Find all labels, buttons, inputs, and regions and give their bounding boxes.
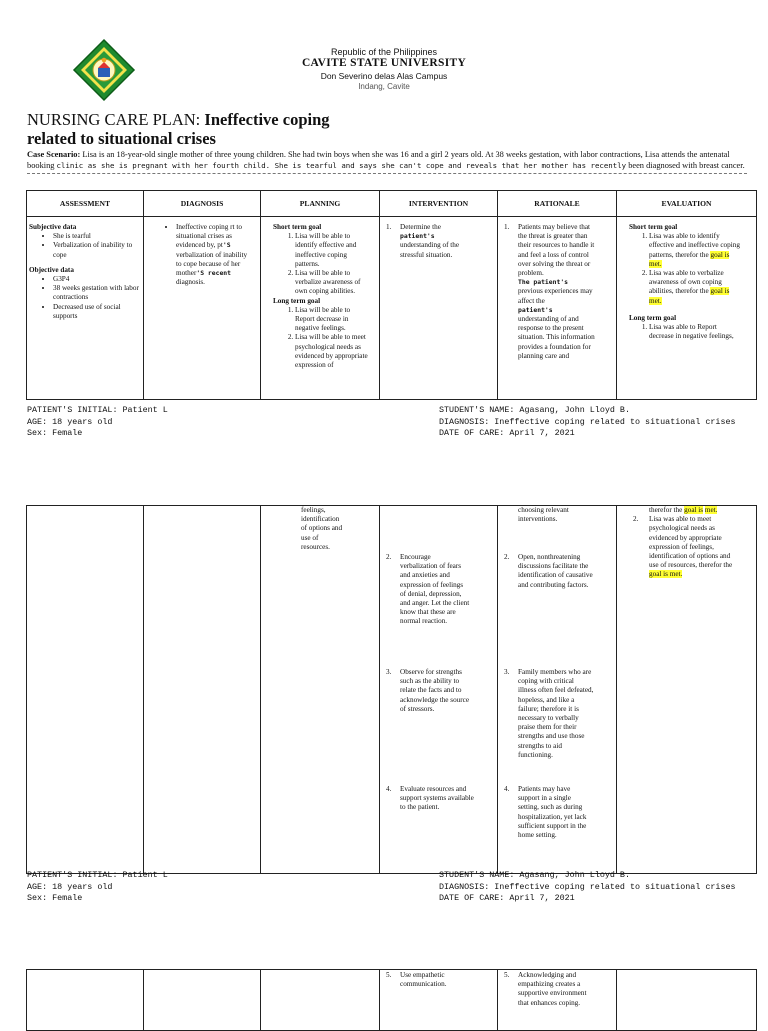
- goal-met-highlight: goal is: [710, 287, 730, 296]
- case-scenario-text: Lisa is an 18-year-old single mother of three young children. She had twin boys when she was 16 and a girl 2 years old. At 38 weeks gestation, with labor contractions, Lisa attends the antenatal booking: [27, 150, 730, 170]
- goal-met-highlight: met.: [649, 259, 662, 268]
- diagnosis-handwritten: 'S: [222, 241, 231, 250]
- item-number: 5.: [386, 971, 392, 979]
- rationale-text: Acknowledging and empathizing creates a supportive environment that enhances coping.: [518, 971, 587, 1007]
- title-prefix: NURSING CARE PLAN:: [27, 110, 201, 129]
- evaluation-cell: [617, 970, 757, 1031]
- patient-info-block: [27, 405, 168, 440]
- planning-continued: feelings, identification of options and use of resources.: [301, 506, 343, 551]
- planning-cell: [261, 970, 380, 1031]
- col-rationale: RATIONALE: [498, 191, 617, 217]
- item-number: 4.: [386, 785, 392, 793]
- rationale-cell: [498, 970, 617, 1031]
- rationale-text: Patients may have support in a single setting, such as during hospitalization, yet lack sufficient support in the home setting.: [518, 785, 587, 840]
- patient-age: AGE: 18 years old: [27, 416, 113, 427]
- col-intervention: INTERVENTION: [380, 191, 498, 217]
- list-item: 1. Lisa will be able to identify effective and ineffective coping patterns.: [295, 232, 371, 269]
- patient-initial: PATIENT'S INITIAL: Patient L: [27, 870, 168, 880]
- item-number: 2.: [386, 553, 392, 561]
- evaluation-cell: [617, 217, 757, 400]
- header-campus: Don Severino delas Alas Campus: [320, 71, 448, 81]
- planning-cell: [261, 217, 380, 400]
- intervention-cell: [380, 506, 498, 874]
- document-title: [27, 110, 330, 148]
- list-item: • Verbalization of inability to cope: [53, 241, 139, 259]
- case-scenario-label: Case Scenario:: [27, 150, 81, 159]
- subjective-label: Subjective data: [29, 223, 77, 231]
- title-topic-line2: related to situational crises: [27, 129, 216, 148]
- intervention-item: [386, 223, 475, 260]
- evaluation-text: therefor the: [649, 506, 683, 514]
- planning-cell: [261, 506, 380, 874]
- diagnosis-text: verbalization of inability to cope because of her mother: [176, 250, 248, 278]
- evaluation-item: [649, 232, 740, 269]
- goal-met-highlight: goal is met.: [649, 570, 683, 579]
- evaluation-text: Lisa was able to identify effective and ineffective coping patterns, therefor the: [649, 232, 740, 259]
- item-number: 2.: [633, 515, 639, 524]
- long-term-goal-label: Long term goal: [273, 296, 321, 305]
- item-number: 3.: [386, 668, 392, 676]
- rationale-item: [504, 223, 598, 361]
- rationale-cell: [498, 217, 617, 400]
- title-topic: Ineffective coping: [200, 110, 330, 129]
- rationale-continued: choosing relevant interventions.: [518, 506, 569, 524]
- intervention-text: Use empathetic communication.: [400, 971, 447, 989]
- list-item: • 38 weeks gestation with labor contractions: [53, 284, 139, 302]
- care-plan-table-page1: [26, 190, 757, 400]
- item-number: 4.: [504, 785, 510, 793]
- patient-sex: Sex: Female: [27, 893, 83, 903]
- evaluation-item: 1. Lisa was able to Report decrease in negative feelings,: [649, 323, 740, 341]
- diagnosis-cell: [144, 506, 261, 874]
- goal-met-highlight: goal is: [710, 250, 730, 259]
- intervention-text: Evaluate resources and support systems available to the patient.: [400, 785, 474, 812]
- rationale-text: previous experiences may affect the: [518, 287, 593, 305]
- student-name: STUDENT'S NAME: Agasang, John Lloyd B.: [439, 405, 630, 415]
- list-item: 2. Lisa will be able to meet psychological needs as evidenced by appropriate expression of: [295, 333, 371, 370]
- rationale-cell: [498, 506, 617, 874]
- item-number: 5.: [504, 971, 510, 979]
- list-item: • Decreased use of social supports: [53, 303, 139, 321]
- list-item: 1. Lisa will be able to Report decrease in negative feelings.: [295, 306, 371, 334]
- evaluation-continued: [629, 506, 740, 515]
- item-number: 2.: [504, 553, 510, 561]
- item-number: 1.: [386, 223, 392, 231]
- evaluation-item: [629, 515, 740, 579]
- rationale-text: Patients may believe that the threat is greater than their resources to handle it and feel a loss of control over solving the threat or problem.: [518, 223, 595, 278]
- assessment-cell: [27, 217, 144, 400]
- rationale-text: Open, nonthreatening discussions facilitate the identification of causative and contributing factors.: [518, 553, 593, 589]
- intervention-handwritten: patient's: [400, 232, 435, 241]
- goal-met-highlight: met.: [649, 296, 662, 305]
- col-planning: PLANNING: [261, 191, 380, 217]
- assessment-cell: [27, 970, 144, 1031]
- care-plan-table-page2: [26, 505, 757, 874]
- intervention-cell: [380, 217, 498, 400]
- case-scenario: [27, 150, 747, 171]
- evaluation-item: [649, 269, 740, 306]
- col-assessment: ASSESSMENT: [27, 191, 144, 217]
- header-location: Indang, Cavite: [358, 82, 410, 91]
- eval-short-term-label: Short term goal: [629, 223, 678, 231]
- diagnosis-text: Ineffective coping rt to situational crises as evidenced by, pt: [176, 223, 242, 250]
- list-item: • G3P4: [53, 275, 139, 284]
- eval-long-term-label: Long term goal: [629, 313, 677, 322]
- evaluation-text: Lisa was able to verbalize awareness of own coping abilities, therefor the: [649, 269, 724, 296]
- evaluation-text: Lisa was able to meet psychological needs as evidenced by appropriate expression of feelings, identification of options and use of resources, therefor the: [649, 515, 733, 570]
- diagnosis-statement: [176, 223, 254, 287]
- patient-initial: PATIENT'S INITIAL: Patient L: [27, 405, 168, 415]
- objective-label: Objective data: [29, 265, 74, 274]
- list-item: 2. Lisa will be able to verbalize awareness of own coping abilities.: [295, 269, 371, 297]
- goal-met-highlight: met.: [704, 506, 718, 514]
- footer-diagnosis: DIAGNOSIS: Ineffective coping related to situational crises: [439, 416, 736, 427]
- intervention-text: understanding of the stressful situation.: [400, 241, 460, 259]
- intervention-text: Observe for strengths such as the ability to relate the facts and to acknowledge the source of stressors.: [400, 668, 470, 713]
- item-number: 3.: [504, 668, 510, 676]
- student-name: STUDENT'S NAME: Agasang, John Lloyd B.: [439, 870, 630, 880]
- diagnosis-text: diagnosis.: [176, 278, 205, 287]
- intervention-text: Determine the: [400, 223, 441, 231]
- dashed-divider: [27, 173, 747, 174]
- rationale-text: Family members who are coping with critical illness often feel defeated, hopeless, and like a failure; therefore it is necessary to verbally praise them for their strengths and use those strengths to aid functioning.: [518, 668, 594, 759]
- header-republic: Republic of the Philippines: [330, 47, 438, 57]
- date-of-care: DATE OF CARE: April 7, 2021: [439, 428, 575, 438]
- intervention-cell: [380, 970, 498, 1031]
- student-info-block: [439, 870, 736, 905]
- patient-sex: Sex: Female: [27, 428, 83, 438]
- student-info-block: [439, 405, 736, 440]
- case-scenario-handwritten: clinic as she is pregnant with her fourth child. She is tearful and says she can't cope and reveals that her mother has recently: [56, 160, 627, 170]
- patient-info-block: [27, 870, 168, 905]
- date-of-care: DATE OF CARE: April 7, 2021: [439, 893, 575, 903]
- diagnosis-cell: [144, 970, 261, 1031]
- case-scenario-text-end: been diagnosed with breast cancer.: [626, 160, 745, 170]
- rationale-text: understanding of and response to the present situation. This information provides a foundation for planning care and: [518, 315, 595, 360]
- header-university: CAVITE STATE UNIVERSITY: [301, 57, 467, 69]
- rationale-handwritten: patient's: [518, 305, 553, 314]
- care-plan-table-page3: [26, 969, 757, 1031]
- footer-diagnosis: DIAGNOSIS: Ineffective coping related to situational crises: [439, 881, 736, 892]
- patient-age: AGE: 18 years old: [27, 881, 113, 892]
- item-number: 1.: [504, 223, 510, 231]
- list-item: • She is tearful: [53, 232, 139, 241]
- goal-met-highlight: goal is: [684, 506, 704, 514]
- diagnosis-cell: [144, 217, 261, 400]
- col-diagnosis: DIAGNOSIS: [144, 191, 261, 217]
- intervention-text: Encourage verbalization of fears and anxieties and expression of feelings of denial, depression, and anger. Let the client know that these are normal reaction.: [400, 553, 470, 626]
- rationale-handwritten: The patient's: [518, 278, 569, 287]
- col-evaluation: EVALUATION: [617, 191, 757, 217]
- evaluation-cell: [617, 506, 757, 874]
- assessment-cell: [27, 506, 144, 874]
- short-term-goal-label: Short term goal: [273, 223, 322, 231]
- diagnosis-handwritten: 'S recent: [196, 269, 231, 278]
